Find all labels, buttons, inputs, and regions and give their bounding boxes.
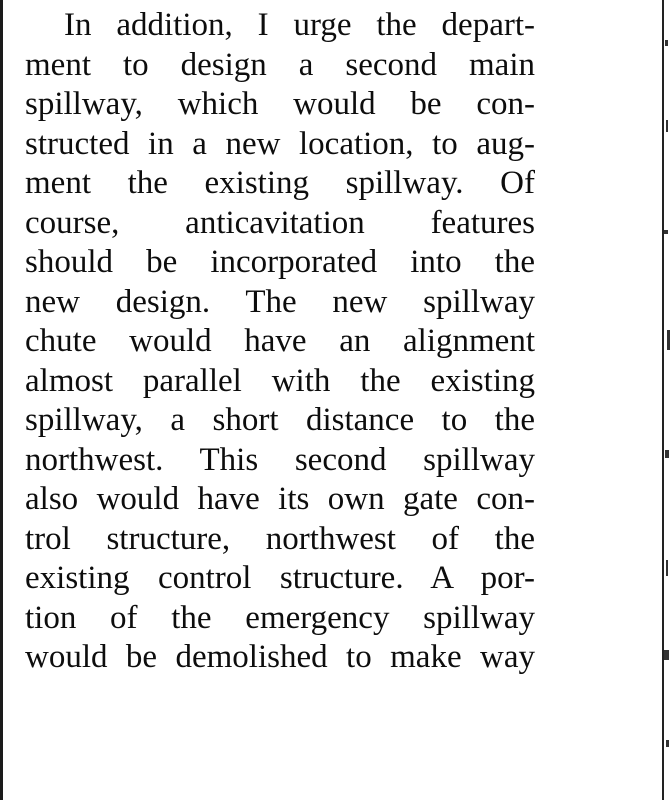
text-line: would be demolished to make way xyxy=(25,639,535,675)
text-line: existing control structure. A por- xyxy=(25,560,535,596)
text-line: trol structure, northwest of the xyxy=(25,520,535,557)
text-line: tion of the emergency spillway xyxy=(25,599,535,636)
scan-speck xyxy=(665,450,669,458)
text-line: structed in a new location, to aug- xyxy=(25,125,535,162)
scan-speck xyxy=(666,740,669,747)
scan-speck xyxy=(666,560,668,576)
scan-speck xyxy=(667,330,670,350)
text-line: ment to design a second main xyxy=(25,46,535,83)
right-scan-edge xyxy=(658,0,672,800)
right-edge-line xyxy=(662,0,664,800)
text-line: chute would have an alignment xyxy=(25,323,535,359)
text-line: also would have its own gate con- xyxy=(25,481,535,517)
scan-speck xyxy=(664,650,669,660)
text-line: spillway, which would be con- xyxy=(25,86,535,122)
text-line: course, anticavitation features xyxy=(25,204,535,241)
text-line: spillway, a short distance to the xyxy=(25,402,535,438)
text-line: almost parallel with the existing xyxy=(25,362,535,399)
scan-speck xyxy=(664,230,668,234)
text-line: new design. The new spillway xyxy=(25,283,535,320)
body-paragraph xyxy=(25,6,535,678)
scan-speck xyxy=(666,120,668,132)
left-margin-rule xyxy=(0,0,3,800)
text-line: northwest. This second spillway xyxy=(25,441,535,478)
scan-speck xyxy=(665,40,668,46)
text-line: ment the existing spillway. Of xyxy=(25,165,535,201)
text-line: In addition, I urge the depart- xyxy=(64,7,535,43)
text-line: should be incorporated into the xyxy=(25,244,535,280)
